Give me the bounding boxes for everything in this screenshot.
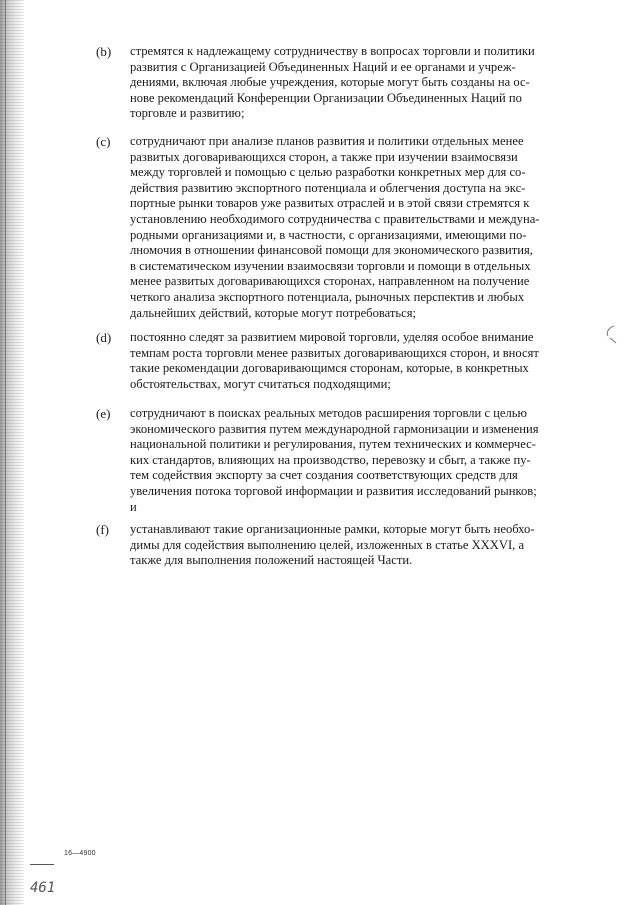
clause-label: (e) [96,406,111,421]
clause-line: обстоятельствах, могут считаться подходящими; [130,376,391,391]
clause-line: национальной политики и регулирования, путем технических и коммерчес- [130,437,536,452]
scan-binding-line [5,0,6,905]
clause-line: димы для содействия выполнению целей, изложенных в статье XXXVI, а [130,537,525,552]
clause-label: (d) [96,330,112,345]
clause-line: действия развитию экспортного потенциала и облегчения доступа на экс- [130,180,526,195]
clause-label: (c) [96,134,111,149]
clause-line: дальнейших действий, которые могут потребоваться; [130,305,417,320]
clause-line: экономического развития путем международной гармонизации и изменения [130,421,539,436]
clause-line: устанавливают такие организационные рамки, которые могут быть необхо- [130,522,535,536]
clause-text [130,522,560,569]
clause-line: такие рекомендации договаривающимся сторонам, которые, в конкретных [130,361,529,376]
footer-page-code: 16—4900 [64,850,96,857]
scan-binding-edge [0,0,24,905]
clause-label: (f) [96,522,109,537]
clause-text [130,44,560,122]
clause-line: в систематическом изучении взаимосвязи торговли и помощи в отдельных [130,258,531,273]
margin-pencil-mark [604,324,618,346]
footer-rule [30,864,54,865]
clause-line: родными организациями и, в частности, с организациями, имеющими по- [130,227,527,242]
clause-line: развитых договаривающихся сторон, а также при изучении взаимосвязи [130,149,518,164]
clause-line: также для выполнения положений настоящей Части. [130,553,413,568]
clause-line: тем содействия экспорту за счет создания соответствующих средств для [130,468,518,483]
clause-line: постоянно следят за развитием мировой торговли, уделяя особое внимание [130,330,534,344]
clause-line: между торговлей и помощью с целью разработки конкретных мер для со- [130,165,526,180]
clause-text [130,134,560,321]
clause-line: установлению необходимого сотрудничества с правительствами и междуна- [130,211,540,226]
clause-text [130,330,560,392]
clause-label: (b) [96,44,112,59]
clause-line: и [130,499,137,514]
handwritten-page-number: 461 [30,880,56,896]
clause-line: ких стандартов, влияющих на производство, перевозку и сбыт, а также пу- [130,452,531,467]
clause-line: стремятся к надлежащему сотрудничеству в вопросах торговли и политики [130,44,535,58]
clause-line: развития с Организацией Объединенных Наций и ее органами и учреж- [130,59,516,74]
clause-line: дениями, включая любые учреждения, которые могут быть созданы на ос- [130,75,530,90]
clause-line: четкого анализа экспортного потенциала, рыночных перспектив и любых [130,289,525,304]
clause-line: темпам роста торговли менее развитых договаривающихся сторон, и вносят [130,345,539,360]
clause-line: торговле и развитию; [130,106,245,121]
clause-line: сотрудничают в поисках реальных методов расширения торговли с целью [130,406,527,420]
clause-line: менее развитых договаривающихся сторонах, направленном на получение [130,274,530,289]
clause-line: сотрудничают при анализе планов развития и политики отдельных менее [130,134,524,148]
clause-line: увеличения потока торговой информации и развития исследований рынков; [130,483,537,498]
clause-line: лномочия в отношении финансовой помощи для экономического развития, [130,243,533,258]
clause-line: нове рекомендаций Конференции Организации Объединенных Наций по [130,90,522,105]
clause-line: портные рынки товаров уже развитых отраслей и в этой связи стремятся к [130,196,530,211]
clause-text [130,406,560,515]
